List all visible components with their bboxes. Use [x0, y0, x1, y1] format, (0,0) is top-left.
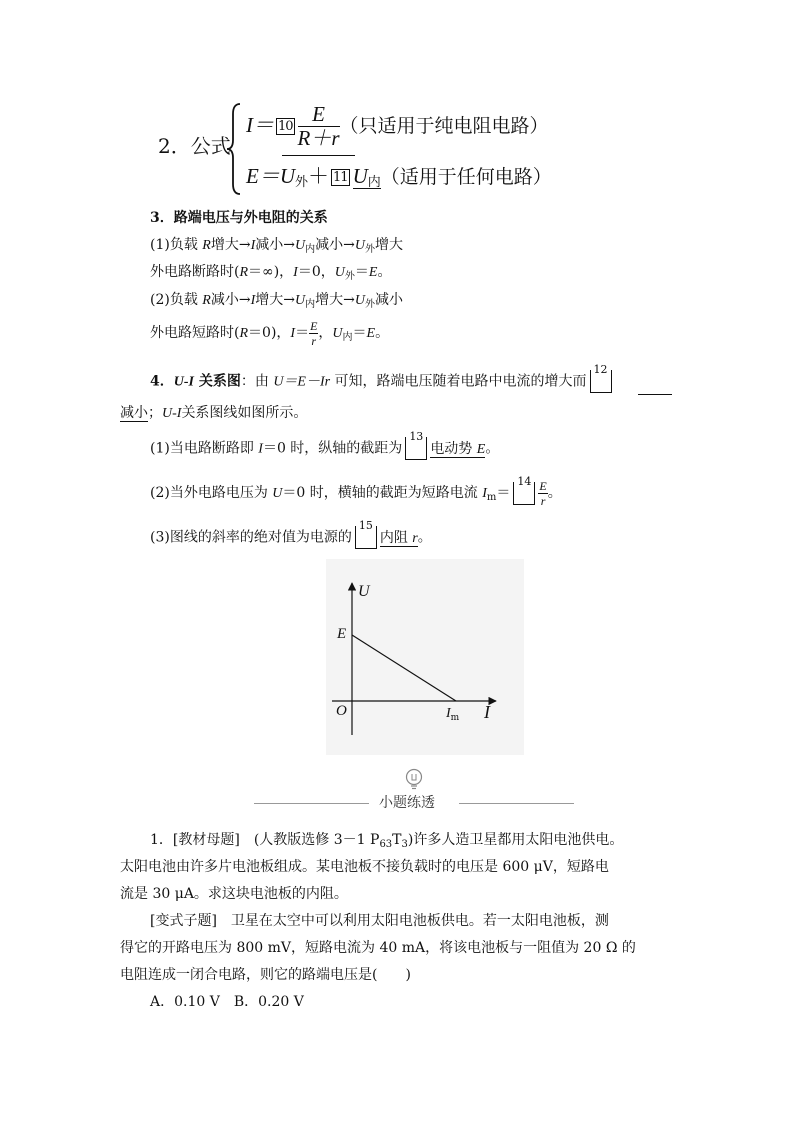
practice-banner — [254, 764, 574, 820]
answer-underline-12 — [638, 394, 672, 395]
question-2-options: A．0.10 V B．0.20 V — [150, 994, 304, 1010]
brace-icon — [226, 102, 242, 196]
answer-13: 电动势 E — [430, 440, 486, 457]
short-circuit-fraction: $\frac{E}{r}$ — [310, 318, 318, 348]
banner-title: 小题练透 — [379, 795, 435, 811]
fraction-denominator: R＋r — [297, 126, 340, 150]
answer-15: 内阻 r — [379, 529, 418, 546]
formula-note-2: （适用于任何电路） — [380, 166, 552, 188]
answer-14-fraction: $\frac{E}{r}$ — [539, 478, 547, 508]
formula-line-2 — [246, 162, 552, 194]
current-symbol: I＝ — [246, 113, 274, 137]
section-4-point-2: (2)当外电路电压为 U＝0 时，横轴的截距为短路电流 $I_m=$ 14 $\frac{E}{r}$ 。 — [150, 474, 562, 508]
section-3-line-1: (1)负载 R增大→I减小$\to U_内$减小$\to U_外$增大 — [150, 237, 403, 255]
question-1-line-2: 太阳电池由许多片电池板组成。某电池板不接负载时的电压是 600 μV，短路电 — [120, 859, 609, 875]
question-2-line-1: [变式子题] 卫星在太空中可以利用太阳电池板供电。若一太阳电池板，测 — [150, 913, 609, 929]
question-1-line-1: 1．[教材母题] (人教版选修 3－1 $P_{63}T_3$)许多人造卫星都用太阳电池供电。 — [150, 832, 624, 850]
question-2-line-2: 得它的开路电压为 800 mV，短路电流为 40 mA，将该电池板与一阻值为 20 Ω 的 — [120, 940, 636, 956]
ui-graph-svg — [326, 559, 524, 755]
section-4-point-1: (1)当电路断路即 I＝0 时，纵轴的截距为 13 电动势 E。 — [150, 437, 499, 460]
u-i-line — [352, 635, 456, 701]
blank-12: 12 — [590, 370, 612, 393]
fraction-numerator: E — [298, 104, 340, 127]
y-axis-label: U — [358, 583, 370, 600]
blank-10: 10 — [278, 119, 293, 134]
emf-fraction — [298, 104, 340, 149]
x-axis-label: I — [484, 702, 490, 722]
lightbulb-icon — [404, 768, 424, 790]
formula-block — [158, 98, 618, 198]
blank-15: 15 — [355, 526, 377, 549]
y-intercept-label: E — [337, 626, 347, 642]
section-3-line-3: (2)负载 R减小→I增大$\to U_内$增大$\to U_外$减小 — [150, 292, 403, 310]
section-3-heading: 3．路端电压与外电阻的关系 — [150, 210, 328, 226]
answer-underline-10 — [282, 155, 355, 156]
banner-line-right — [459, 803, 574, 804]
section-4-point-3: (3)图线的斜率的绝对值为电源的 15 内阻 r。 — [150, 526, 432, 549]
section-3-line-4: 外电路短路时(R＝0)，I＝ $\frac{E}{r}$ ，$U_内=E$。 — [150, 318, 390, 348]
formula-note-1: （只适用于纯电阻电路） — [339, 115, 549, 137]
question-2-line-3: 电阻连成一闭合电路，则它的路端电压是( ) — [120, 967, 411, 983]
section-3-line-2: 外电路断路时(R＝∞)，I＝0，$U_外=E$。 — [150, 264, 392, 282]
emf-symbol: E＝U — [246, 164, 295, 188]
blank-13: 13 — [405, 437, 427, 460]
x-intercept-label: $I_m$ — [446, 706, 460, 723]
ui-graph — [326, 559, 524, 755]
subscript-inner: 内 — [367, 175, 381, 190]
origin-label: O — [336, 703, 347, 719]
question-1-line-3: 流是 30 μA。求这块电池板的内阻。 — [120, 886, 348, 902]
banner-line-left — [254, 803, 369, 804]
plus-sign: ＋ — [308, 164, 330, 188]
section-4-intro: 4．U-I 关系图：由 U＝E－Ir 可知，路端电压随着电路中电流的增大而 12 — [150, 370, 615, 393]
blank-11: 11 — [333, 170, 348, 185]
section-4-intro-cont: 减小；U-I关系图线如图所示。 — [120, 405, 308, 421]
formula-line-1 — [246, 104, 549, 149]
answer-12: 减小 — [120, 405, 148, 421]
formula-heading: 2．公式 — [158, 134, 231, 158]
blank-14: 14 — [513, 482, 535, 505]
subscript-outer: 外 — [295, 175, 309, 190]
inner-voltage-symbol: U — [352, 164, 368, 188]
